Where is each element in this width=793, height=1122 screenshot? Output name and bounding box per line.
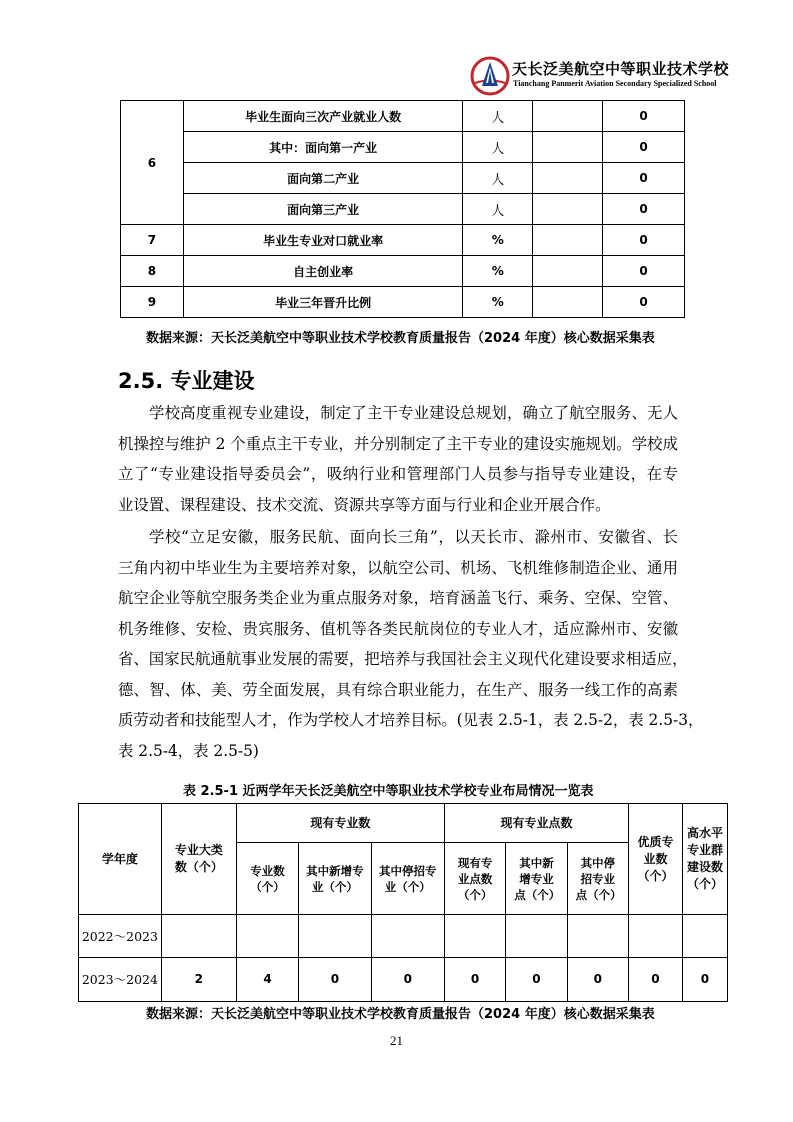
row-number: 9 bbox=[121, 287, 184, 318]
paragraph-line: 学校“立足安徽，服务民航、面向长三角”，以天长市、滁州市、安徽省、长 bbox=[149, 528, 678, 546]
data-cell: 0 bbox=[371, 958, 444, 1002]
paragraph-line: 业设置、课程建设、技术交流、资源共享等方面与行业和企业开展合作。 bbox=[118, 495, 611, 514]
paragraph-line: 质劳动者和技能型人才，作为学校人才培养目标。(见表 2.5-1，表 2.5-2，表 2.5-3， bbox=[118, 711, 704, 729]
blank-cell bbox=[533, 194, 603, 225]
value-cell: 0 bbox=[603, 132, 685, 163]
item-label: 面向第二产业 bbox=[183, 163, 462, 194]
paragraph-line: 德、智、体、美、劳全面发展，具有综合职业能力，在生产、服务一线工作的高素 bbox=[118, 680, 678, 699]
unit-cell: 人 bbox=[463, 132, 533, 163]
unit-cell: % bbox=[463, 256, 533, 287]
data-cell bbox=[506, 915, 567, 958]
table2-caption: 表 2.5-1 近两学年天长泛美航空中等职业技术学校专业布局情况一览表 bbox=[183, 784, 594, 799]
unit-cell: % bbox=[463, 225, 533, 256]
data-cell bbox=[444, 915, 505, 958]
data-cell: 2 bbox=[161, 958, 236, 1002]
table-row bbox=[79, 915, 728, 958]
table2-source-note: 数据来源：天长泛美航空中等职业技术学校教育质量报告（2024 年度）核心数据采集表 bbox=[146, 1007, 655, 1022]
blank-cell bbox=[533, 101, 603, 132]
item-label: 毕业生面向三次产业就业人数 bbox=[183, 101, 462, 132]
value-cell: 0 bbox=[603, 194, 685, 225]
value-cell: 0 bbox=[603, 225, 685, 256]
header-points-count: 现有专业点数（个） bbox=[444, 843, 505, 915]
paragraph-line: 立了“专业建设指导委员会”，吸纳行业和管理部门人员参与指导专业建设，在专 bbox=[118, 465, 678, 483]
table-row bbox=[121, 287, 685, 318]
blank-cell bbox=[533, 132, 603, 163]
item-label: 毕业三年晋升比例 bbox=[183, 287, 462, 318]
data-cell: 0 bbox=[567, 958, 628, 1002]
blank-cell bbox=[533, 163, 603, 194]
table-header-row bbox=[79, 804, 728, 843]
paragraph-line: 学校高度重视专业建设，制定了主干专业建设总规划，确立了航空服务、无人 bbox=[149, 404, 678, 422]
header-stopped-points: 其中停招专业点（个） bbox=[567, 843, 628, 915]
header-majors-count: 专业数（个） bbox=[236, 843, 298, 915]
unit-cell: 人 bbox=[463, 194, 533, 225]
data-cell bbox=[567, 915, 628, 958]
data-cell: 0 bbox=[506, 958, 567, 1002]
value-cell: 0 bbox=[603, 256, 685, 287]
paragraph-line: 航空企业等航空服务类企业为重点服务对象，培育涵盖飞行、乘务、空保、空管、 bbox=[118, 589, 678, 607]
header-high-level-groups: 高水平专业群建设数（个） bbox=[682, 804, 727, 915]
value-cell: 0 bbox=[603, 287, 685, 318]
header-new-points: 其中新增专业点（个） bbox=[506, 843, 567, 915]
data-cell bbox=[682, 915, 727, 958]
header-major-categories: 专业大类数（个） bbox=[161, 804, 236, 915]
school-name-english: Tianchang Panmerit Aviation Secondary Specialized School bbox=[513, 79, 717, 88]
value-cell: 0 bbox=[603, 101, 685, 132]
school-name: 天长泛美航空中等职业技术学校 bbox=[512, 60, 730, 78]
data-cell: 0 bbox=[299, 958, 371, 1002]
row-number: 7 bbox=[121, 225, 184, 256]
header-current-points: 现有专业点数 bbox=[444, 804, 628, 843]
year-cell: 2023～2024 bbox=[79, 958, 162, 1002]
data-cell: 0 bbox=[629, 958, 683, 1002]
data-cell bbox=[371, 915, 444, 958]
blank-cell bbox=[533, 256, 603, 287]
header-new-majors: 其中新增专业（个） bbox=[299, 843, 371, 915]
data-cell bbox=[161, 915, 236, 958]
data-cell bbox=[629, 915, 683, 958]
paragraph-line: 省、国家民航通航事业发展的需要，把培养与我国社会主义现代化建设要求相适应， bbox=[118, 650, 688, 668]
item-label: 毕业生专业对口就业率 bbox=[183, 225, 462, 256]
year-cell: 2022～2023 bbox=[79, 915, 162, 958]
section-title: 2.5. 专业建设 bbox=[118, 369, 255, 393]
header-current-majors: 现有专业数 bbox=[236, 804, 444, 843]
row-number: 6 bbox=[121, 101, 184, 225]
blank-cell bbox=[533, 225, 603, 256]
item-label: 其中：面向第一产业 bbox=[183, 132, 462, 163]
table-row bbox=[121, 101, 685, 132]
paragraph-line: 机操控与维护 2 个重点主干专业，并分别制定了主干专业的建设实施规划。学校成 bbox=[118, 434, 678, 453]
table1-source-note: 数据来源：天长泛美航空中等职业技术学校教育质量报告（2024 年度）核心数据采集表 bbox=[146, 331, 655, 346]
paragraph-line: 机务维修、安检、贵宾服务、值机等各类民航岗位的专业人才，适应滁州市、安徽 bbox=[118, 619, 678, 638]
paragraph-line: 三角内初中毕业生为主要培养对象，以航空公司、机场、飞机维修制造企业、通用 bbox=[118, 558, 678, 577]
blank-cell bbox=[533, 287, 603, 318]
data-cell: 0 bbox=[444, 958, 505, 1002]
item-label: 面向第三产业 bbox=[183, 194, 462, 225]
unit-cell: 人 bbox=[463, 101, 533, 132]
paragraph-line: 表 2.5-4，表 2.5-5) bbox=[118, 741, 259, 760]
employment-data-table bbox=[120, 101, 685, 318]
unit-cell: % bbox=[463, 287, 533, 318]
table-row bbox=[121, 225, 685, 256]
data-cell: 4 bbox=[236, 958, 298, 1002]
major-layout-table bbox=[78, 803, 728, 1002]
data-cell bbox=[299, 915, 371, 958]
school-logo-icon bbox=[470, 56, 510, 96]
unit-cell: 人 bbox=[463, 163, 533, 194]
data-cell: 0 bbox=[682, 958, 727, 1002]
table-row bbox=[121, 163, 685, 194]
paragraph-1 bbox=[118, 398, 678, 520]
page-number: 21 bbox=[390, 1033, 403, 1048]
row-number: 8 bbox=[121, 256, 184, 287]
item-label: 自主创业率 bbox=[183, 256, 462, 287]
header-year: 学年度 bbox=[79, 804, 162, 915]
paragraph-2 bbox=[118, 522, 704, 766]
data-cell bbox=[236, 915, 298, 958]
value-cell: 0 bbox=[603, 163, 685, 194]
page-header bbox=[120, 52, 730, 100]
table-row bbox=[121, 256, 685, 287]
table-row bbox=[79, 958, 728, 1002]
header-stopped-majors: 其中停招专业（个） bbox=[371, 843, 444, 915]
table-row bbox=[121, 132, 685, 163]
table-row bbox=[121, 194, 685, 225]
header-quality-majors: 优质专业数（个） bbox=[629, 804, 683, 915]
